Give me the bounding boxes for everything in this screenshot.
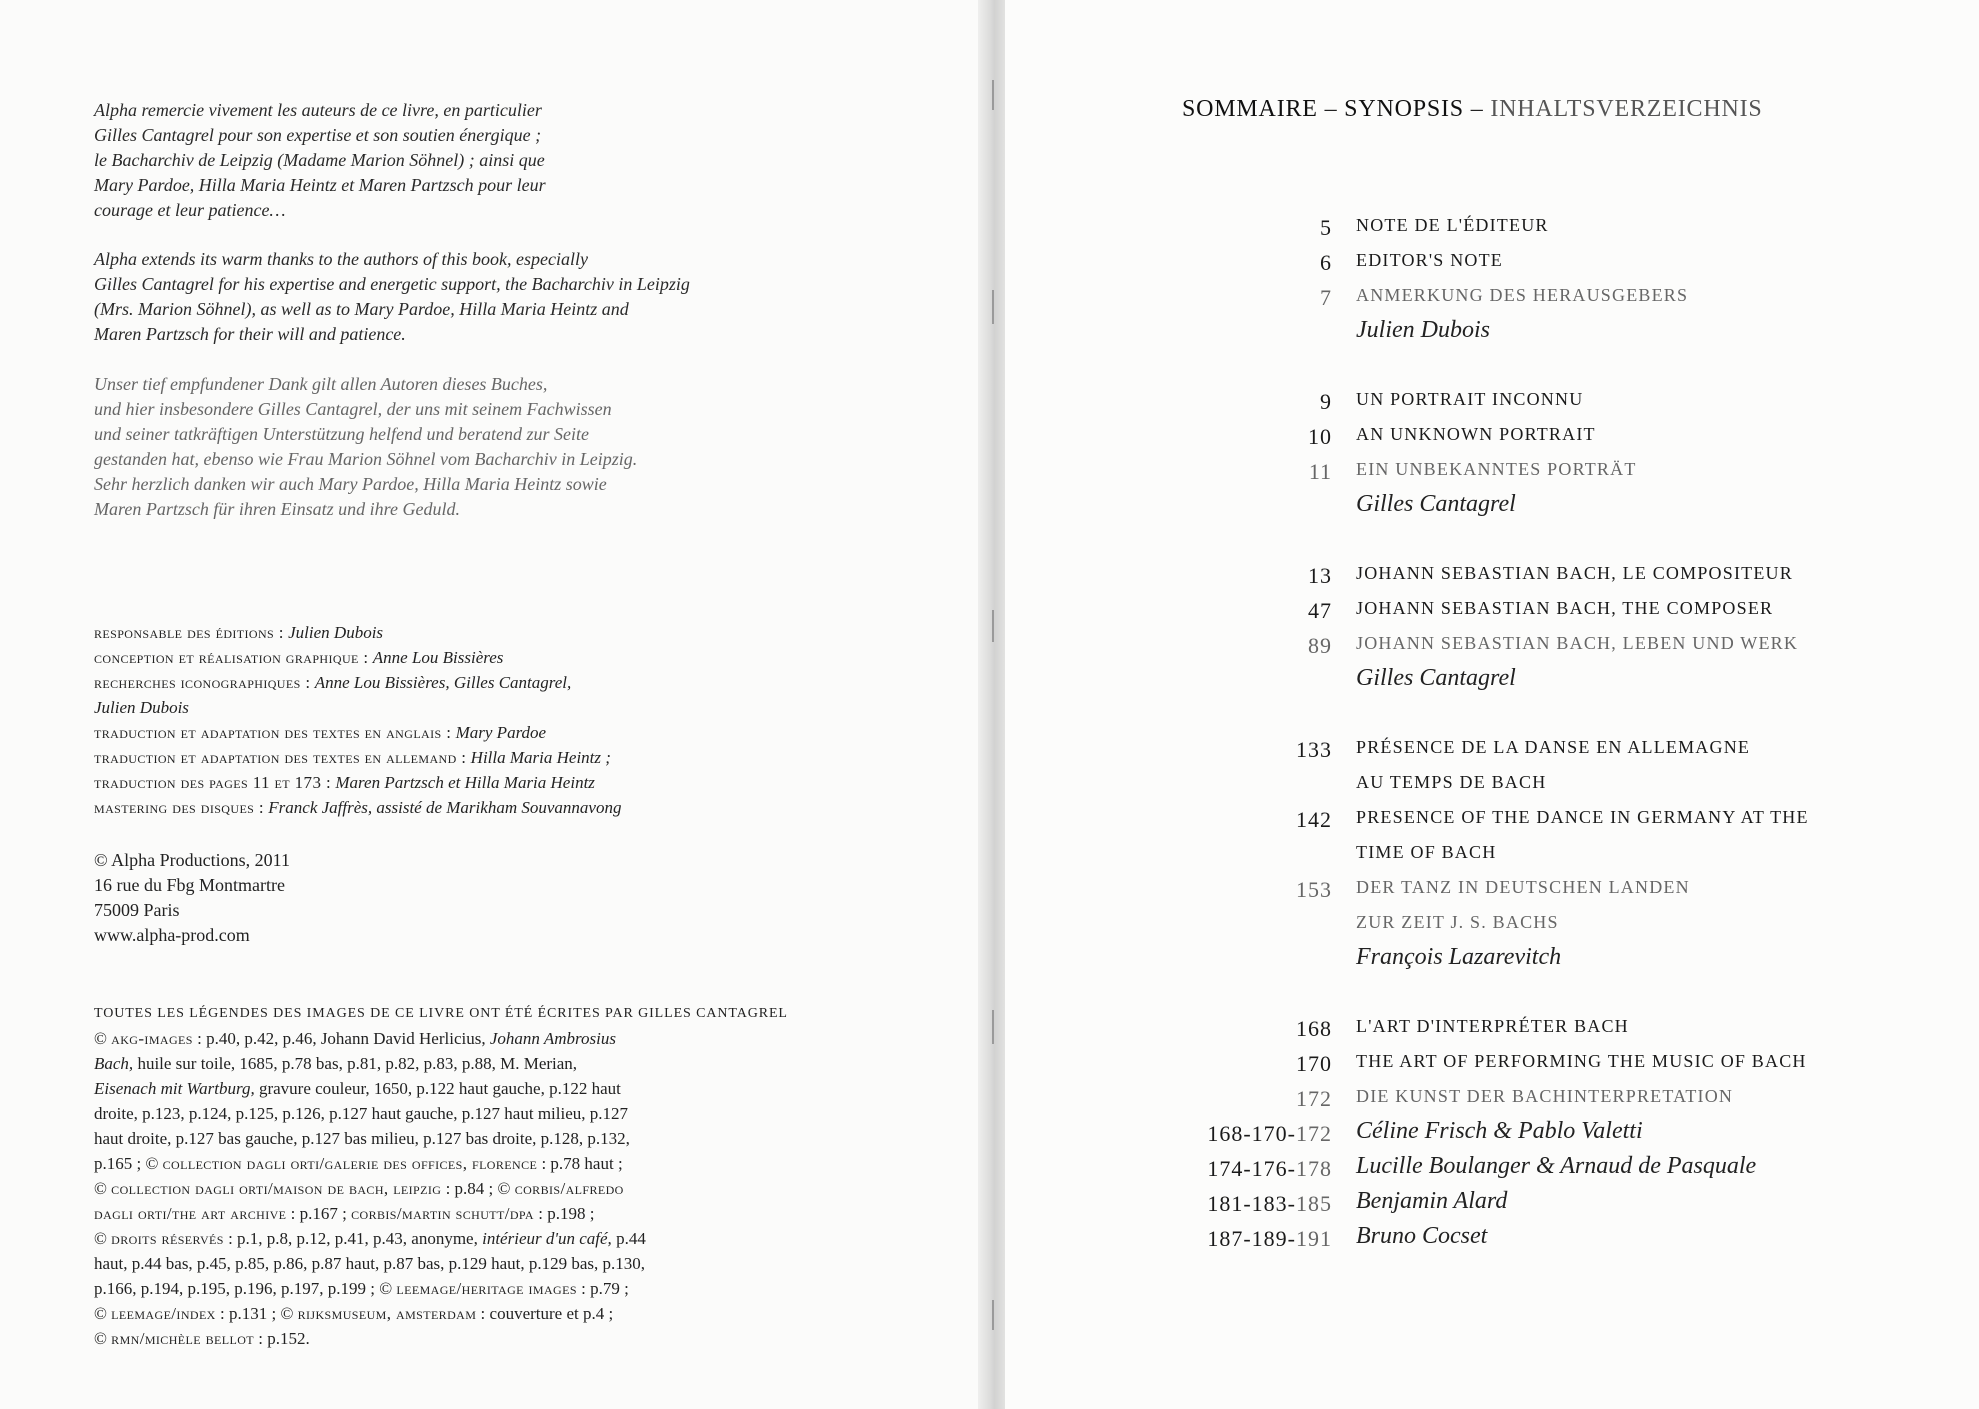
caption-text: : p.198 ; (533, 1204, 595, 1223)
toc-title-sep: – (1463, 96, 1491, 122)
toc-author: François Lazarevitch (1356, 944, 1562, 970)
toc-page-number: 13 (1308, 563, 1332, 588)
toc-entry-label: ZUR ZEIT J. S. BACHS (1356, 912, 1559, 932)
credit-line (94, 670, 914, 695)
caption-text: : p.78 haut ; (537, 1154, 623, 1173)
address-line: © Alpha Productions, 2011 (94, 850, 291, 870)
caption-text: droits réservés (111, 1229, 224, 1248)
toc-entry-label: AU TEMPS DE BACH (1356, 772, 1547, 792)
toc-page-number: 172 (1296, 1086, 1332, 1111)
paragraph-line: Gilles Cantagrel pour son expertise et son soutien énergique ; (94, 125, 542, 145)
caption-text: leemage/heritage images (396, 1279, 577, 1298)
paragraph-line: Mary Pardoe, Hilla Maria Heintz et Maren Partzsch pour leur (94, 175, 546, 195)
paragraph-line: und hier insbesondere Gilles Cantagrel, der uns mit seinem Fachwissen (94, 399, 612, 419)
toc-row (1005, 633, 1979, 667)
toc-entry-label: TIME OF BACH (1356, 842, 1497, 862)
credit-name: Mary Pardoe (455, 723, 547, 742)
toc-entry-label: JOHANN SEBASTIAN BACH, LE COMPOSITEUR (1356, 563, 1793, 583)
toc-row (1005, 772, 1979, 806)
paragraph-line: Maren Partzsch für ihren Einsatz und ihre Geduld. (94, 499, 460, 519)
toc-row (1005, 424, 1979, 458)
caption-text: gravure couleur, 1650, p.122 haut gauche, p.122 haut (254, 1079, 621, 1098)
toc-row (1005, 944, 1979, 981)
caption-text: collection dagli orti/maison de bach, leipzig (111, 1179, 442, 1198)
caption-text: corbis/alfredo (514, 1179, 624, 1198)
toc-author: Lucille Boulanger & Arnaud de Pasquale (1356, 1153, 1757, 1179)
toc-entry-label: JOHANN SEBASTIAN BACH, LEBEN UND WERK (1356, 633, 1799, 653)
toc-row (1005, 737, 1979, 771)
toc-page-part: 183 (1251, 1191, 1288, 1216)
toc-page-number: 7 (1320, 285, 1332, 310)
caption-text: © (94, 1304, 112, 1323)
toc-row (1005, 1086, 1979, 1120)
credit-line (94, 620, 914, 645)
caption-text: rmn/michèle bellot (111, 1329, 255, 1348)
caption-text: : p.79 ; (576, 1279, 629, 1298)
toc-page-number: 168 (1296, 1016, 1332, 1041)
paragraph-line: Gilles Cantagrel for his expertise and energetic support, the Bacharchiv in Leipzig (94, 274, 690, 294)
toc-row (1005, 459, 1979, 493)
caption-text: intérieur d'un café, (482, 1229, 612, 1248)
toc-entry-label: NOTE DE L'ÉDITEUR (1356, 215, 1549, 235)
credit-line (94, 795, 914, 820)
address-line: 16 rue du Fbg Montmartre (94, 875, 285, 895)
caption-text: Eisenach mit Wartburg, (94, 1079, 255, 1098)
toc-author: Gilles Cantagrel (1356, 665, 1516, 691)
toc-page-part: 181 (1207, 1191, 1244, 1216)
credit-role: traduction et adaptation des textes en anglais : (94, 723, 452, 742)
toc-page-sep: - (1243, 1226, 1252, 1251)
toc-row (1005, 912, 1979, 946)
caption-text: : p.40, p.42, p.46, Johann David Herlicius, (192, 1029, 490, 1048)
toc-row (1005, 215, 1979, 249)
caption-text: © (94, 1329, 112, 1348)
caption-line (94, 1251, 894, 1276)
caption-line (94, 1176, 894, 1201)
toc-row (1005, 598, 1979, 632)
thanks-french (94, 98, 794, 223)
caption-text: droite, p.123, p.124, p.125, p.126, p.127 haut gauche, p.127 haut milieu, p.127 (94, 1104, 629, 1123)
publisher-address (94, 848, 290, 948)
caption-text: p.166, p.194, p.195, p.196, p.197, p.199 ; © (94, 1279, 397, 1298)
toc-page-part: 170 (1251, 1121, 1288, 1146)
credit-name: Hilla Maria Heintz ; (470, 748, 611, 767)
toc-title-fr: SOMMAIRE (1182, 96, 1318, 122)
book-gutter (978, 0, 1008, 1409)
toc-page-number: 6 (1320, 250, 1332, 275)
caption-text: haut, p.44 bas, p.45, p.85, p.86, p.87 haut, p.87 bas, p.129 haut, p.129 bas, p.130, (94, 1254, 646, 1273)
credits-block (94, 620, 914, 820)
caption-text: p.165 ; © (94, 1154, 163, 1173)
credit-line (94, 720, 914, 745)
caption-line (94, 1201, 894, 1226)
paragraph-line: Unser tief empfundener Dank gilt allen Autoren dieses Buches, (94, 374, 548, 394)
toc-page-number (1005, 1191, 1332, 1217)
caption-line (94, 1051, 894, 1076)
image-credits (94, 1001, 894, 1351)
caption-text: corbis/martin schutt/dpa (351, 1204, 534, 1223)
toc-page-sep: - (1243, 1121, 1252, 1146)
paragraph-line: Alpha remercie vivement les auteurs de ce livre, en particulier (94, 100, 542, 120)
toc-page-sep: - (1287, 1191, 1296, 1216)
toc-page-part: 174 (1207, 1156, 1244, 1181)
toc-entry-label: AN UNKNOWN PORTRAIT (1356, 424, 1596, 444)
address-line: www.alpha-prod.com (94, 925, 250, 945)
toc-page-sep: - (1243, 1191, 1252, 1216)
toc-row (1005, 1188, 1979, 1225)
toc-page-part: 185 (1296, 1191, 1332, 1216)
caption-line (94, 1101, 894, 1126)
toc-row (1005, 665, 1979, 702)
paragraph-line: Alpha extends its warm thanks to the authors of this book, especially (94, 249, 588, 269)
toc-page-number: 133 (1296, 737, 1332, 762)
credit-name: Franck Jaffrès, assisté de Marikham Souvannavong (268, 798, 622, 817)
toc-row (1005, 491, 1979, 528)
toc-entry-label: DIE KUNST DER BACHINTERPRETATION (1356, 1086, 1734, 1106)
caption-text: leemage/index (111, 1304, 216, 1323)
toc-page-part: 187 (1207, 1226, 1244, 1251)
caption-text: : p.167 ; (286, 1204, 352, 1223)
thanks-german (94, 372, 794, 522)
toc-page-number: 11 (1308, 459, 1332, 484)
credit-name: Maren Partzsch et Hilla Maria Heintz (335, 773, 595, 792)
paragraph-line: gestanden hat, ebenso wie Frau Marion Söhnel vom Bacharchiv in Leipzig. (94, 449, 638, 469)
toc-row (1005, 1153, 1979, 1190)
caption-text: : couverture et p.4 ; (476, 1304, 614, 1323)
toc-page-number: 142 (1296, 807, 1332, 832)
toc-title-de: INHALTSVERZEICHNIS (1490, 96, 1763, 122)
toc-row (1005, 1016, 1979, 1050)
toc-title (1182, 96, 1763, 123)
credit-role: responsable des éditions : (94, 623, 284, 642)
toc-page-part: 168 (1207, 1121, 1244, 1146)
paragraph-line: courage et leur patience… (94, 200, 286, 220)
toc-page-sep: - (1287, 1226, 1296, 1251)
toc-page-number: 47 (1308, 598, 1332, 623)
toc-page-number: 5 (1320, 215, 1332, 240)
toc-entry-label: PRESENCE OF THE DANCE IN GERMANY AT THE (1356, 807, 1809, 827)
caption-line (94, 1276, 894, 1301)
toc-page-part: 176 (1251, 1156, 1288, 1181)
credit-name: Anne Lou Bissières, Gilles Cantagrel, (314, 673, 572, 692)
toc-title-en: SYNOPSIS (1344, 96, 1464, 122)
toc-page-part: 191 (1296, 1226, 1332, 1251)
paragraph-line: (Mrs. Marion Söhnel), as well as to Mary Pardoe, Hilla Maria Heintz and (94, 299, 629, 319)
caption-line (94, 1026, 894, 1051)
toc-entry-label: DER TANZ IN DEUTSCHEN LANDEN (1356, 877, 1690, 897)
toc-entry-label: ANMERKUNG DES HERAUSGEBERS (1356, 285, 1689, 305)
toc-page-sep: - (1287, 1121, 1296, 1146)
caption-text: : p.1, p.8, p.12, p.41, p.43, anonyme, (223, 1229, 483, 1248)
credit-line (94, 695, 914, 720)
toc-page-number (1005, 1226, 1332, 1252)
caption-text: huile sur toile, 1685, p.78 bas, p.81, p.82, p.83, p.88, M. Merian, (133, 1054, 578, 1073)
paragraph-line: und seiner tatkräftigen Unterstützung helfend und beratend zur Seite (94, 424, 589, 444)
paragraph-line: le Bacharchiv de Leipzig (Madame Marion Söhnel) ; ainsi que (94, 150, 545, 170)
toc-row (1005, 285, 1979, 319)
caption-line (94, 1226, 894, 1251)
caption-text: haut droite, p.127 bas gauche, p.127 bas milieu, p.127 bas droite, p.128, p.132, (94, 1129, 630, 1148)
credit-name: Julien Dubois (288, 623, 384, 642)
toc-page-number: 10 (1308, 424, 1332, 449)
caption-text: © (94, 1029, 112, 1048)
caption-text: collection dagli orti/galerie des offices, florence (162, 1154, 538, 1173)
credit-line (94, 745, 914, 770)
toc-author: Benjamin Alard (1356, 1188, 1508, 1214)
caption-line (94, 1126, 894, 1151)
toc-row (1005, 1051, 1979, 1085)
toc-entry-label: EIN UNBEKANNTES PORTRÄT (1356, 459, 1637, 479)
toc-page-sep: - (1287, 1156, 1296, 1181)
toc-page-part: 178 (1296, 1156, 1332, 1181)
credit-line (94, 645, 914, 670)
toc-author: Céline Frisch & Pablo Valetti (1356, 1118, 1643, 1144)
paragraph-line: Maren Partzsch for their will and patience. (94, 324, 406, 344)
toc-entry-label: PRÉSENCE DE LA DANSE EN ALLEMAGNE (1356, 737, 1751, 757)
toc-author: Gilles Cantagrel (1356, 491, 1516, 517)
toc-page-number (1005, 1156, 1332, 1182)
caption-text: p.44 (611, 1229, 646, 1248)
captions-heading: TOUTES LES LÉGENDES DES IMAGES DE CE LIVRE ONT ÉTÉ ÉCRITES PAR GILLES CANTAGREL (94, 1006, 788, 1021)
toc-page-number: 89 (1308, 633, 1332, 658)
toc-page-sep: - (1243, 1156, 1252, 1181)
caption-line (94, 1151, 894, 1176)
credit-role: mastering des disques : (94, 798, 265, 817)
toc-page-part: 189 (1251, 1226, 1288, 1251)
caption-text: Johann Ambrosius (489, 1029, 616, 1048)
toc-row (1005, 1223, 1979, 1260)
toc-row (1005, 250, 1979, 284)
toc-entry-label: UN PORTRAIT INCONNU (1356, 389, 1584, 409)
caption-line (94, 1301, 894, 1326)
credit-line (94, 770, 914, 795)
caption-line (94, 1076, 894, 1101)
toc-title-sep: – (1317, 96, 1345, 122)
toc-page-number: 170 (1296, 1051, 1332, 1076)
caption-text: dagli orti/the art archive (94, 1204, 287, 1223)
toc-page-part: 172 (1296, 1121, 1332, 1146)
credit-name: Anne Lou Bissières (372, 648, 504, 667)
toc-row (1005, 389, 1979, 423)
toc-entry-label: L'ART D'INTERPRÉTER BACH (1356, 1016, 1629, 1036)
address-line: 75009 Paris (94, 900, 180, 920)
right-page (1005, 0, 1979, 1409)
toc-author: Julien Dubois (1356, 317, 1490, 343)
toc-page-number (1005, 1121, 1332, 1147)
toc-row (1005, 317, 1979, 354)
toc-page-number: 153 (1296, 877, 1332, 902)
toc-entry-label: JOHANN SEBASTIAN BACH, THE COMPOSER (1356, 598, 1774, 618)
paragraph-line: Sehr herzlich danken wir auch Mary Pardoe, Hilla Maria Heintz sowie (94, 474, 607, 494)
caption-text: : p.131 ; © (215, 1304, 298, 1323)
toc-row (1005, 563, 1979, 597)
toc-row (1005, 807, 1979, 841)
toc-row (1005, 1118, 1979, 1155)
caption-text: © (94, 1179, 112, 1198)
caption-text: © (94, 1229, 112, 1248)
toc-row (1005, 842, 1979, 876)
caption-text: rijksmuseum, amsterdam (297, 1304, 477, 1323)
credit-role: traduction des pages 11 et 173 : (94, 773, 332, 792)
credit-role: recherches iconographiques : (94, 673, 311, 692)
credit-role: conception et réalisation graphique : (94, 648, 369, 667)
caption-text: Bach, (94, 1054, 134, 1073)
credit-name: Julien Dubois (94, 698, 189, 717)
thanks-english (94, 247, 794, 347)
toc-author: Bruno Cocset (1356, 1223, 1488, 1249)
caption-text: : p.84 ; © (441, 1179, 515, 1198)
caption-text: : p.152. (254, 1329, 310, 1348)
caption-text: akg-images (111, 1029, 193, 1048)
toc-page-number: 9 (1320, 389, 1332, 414)
toc-entry-label: THE ART OF PERFORMING THE MUSIC OF BACH (1356, 1051, 1807, 1071)
toc-row (1005, 877, 1979, 911)
credit-role: traduction et adaptation des textes en allemand : (94, 748, 467, 767)
caption-line (94, 1326, 894, 1351)
toc-entry-label: EDITOR'S NOTE (1356, 250, 1504, 270)
